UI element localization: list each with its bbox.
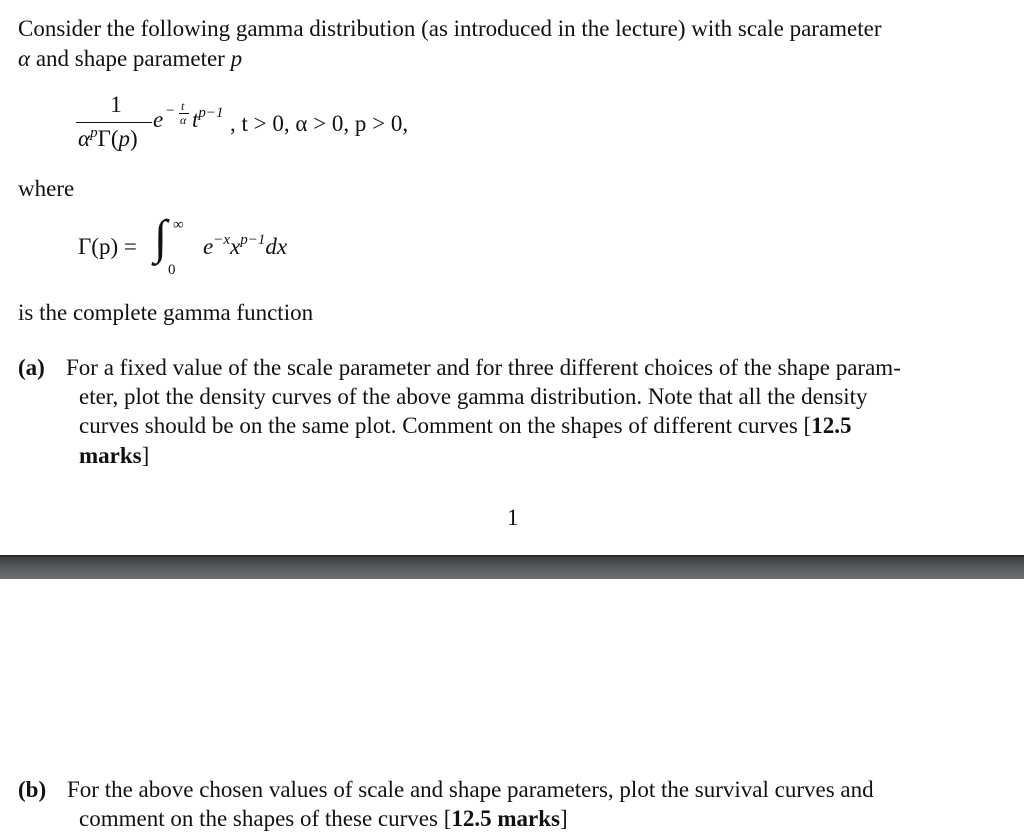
part-a-marks-label: marks (79, 443, 142, 468)
denominator-gamma: Γ( (97, 126, 119, 151)
exp-t: t (181, 99, 185, 113)
integrand-x: x (230, 234, 241, 259)
integrand-dx: dx (265, 234, 288, 259)
part-a-marks-value: 12.5 (811, 413, 852, 438)
density-conditions: , t > 0, α > 0, p > 0, (230, 111, 409, 136)
density-numerator: 1 (110, 92, 122, 117)
gamma-caption: is the complete gamma function (18, 300, 314, 325)
part-a-line-2: eter, plot the density curves of the above gamma distribution. Note that all the density (79, 384, 868, 409)
density-exponential (153, 107, 163, 133)
alpha-symbol: α (18, 46, 31, 71)
exp-alpha: α (180, 113, 187, 127)
part-a-line-4 (79, 443, 149, 469)
page-number: 1 (507, 505, 519, 530)
denominator-close: ) (130, 126, 138, 151)
fraction-bar (76, 122, 152, 123)
part-b-line-2 (79, 806, 568, 832)
t-exponent: p−1 (198, 105, 224, 121)
integral-upper: ∞ (173, 217, 184, 233)
integrand-e: e (203, 234, 214, 259)
integral-sign: ∫ (154, 211, 168, 264)
integrand (203, 234, 287, 260)
part-a-line-1: For a fixed value of the scale parameter and for three different choices of the shape param- (66, 355, 901, 380)
part-b-label: (b) (18, 777, 47, 802)
part-a-label: (a) (18, 355, 45, 380)
intro-line-2-text: and shape parameter (30, 46, 231, 71)
exp-base: e (153, 107, 164, 132)
part-b-line-1: For the above chosen values of scale and shape parameters, plot the survival curves and (67, 777, 874, 802)
page-divider (0, 557, 1024, 579)
denominator-alpha: α (78, 126, 91, 151)
integrand-e-exponent: −x (213, 232, 230, 248)
integral-lower: 0 (168, 262, 176, 278)
part-b-close-bracket: ] (559, 806, 568, 831)
part-a-line-3-text: curves should be on the same plot. Comment on the shapes of different curves [ (79, 413, 812, 438)
density-t-power (192, 107, 224, 133)
intro-line-2 (18, 46, 242, 72)
denominator-p: p (118, 126, 131, 151)
where-label: where (18, 176, 75, 201)
part-a-line-3 (79, 413, 851, 439)
denominator-p-sup: p (90, 125, 98, 141)
exp-minus: − (166, 103, 175, 119)
part-b-marks: 12.5 marks (451, 806, 560, 831)
t-var: t (192, 107, 199, 132)
intro-line-1: Consider the following gamma distribution (as introduced in the lecture) with scale parameter (18, 16, 882, 41)
density-denominator (78, 126, 138, 152)
integrand-x-exponent: p−1 (240, 232, 266, 248)
gamma-lhs: Γ(p) = (78, 234, 137, 259)
p-symbol: p (230, 46, 243, 71)
part-a-close-bracket: ] (141, 443, 150, 468)
part-b-line-2-text: comment on the shapes of these curves [ (79, 806, 452, 831)
